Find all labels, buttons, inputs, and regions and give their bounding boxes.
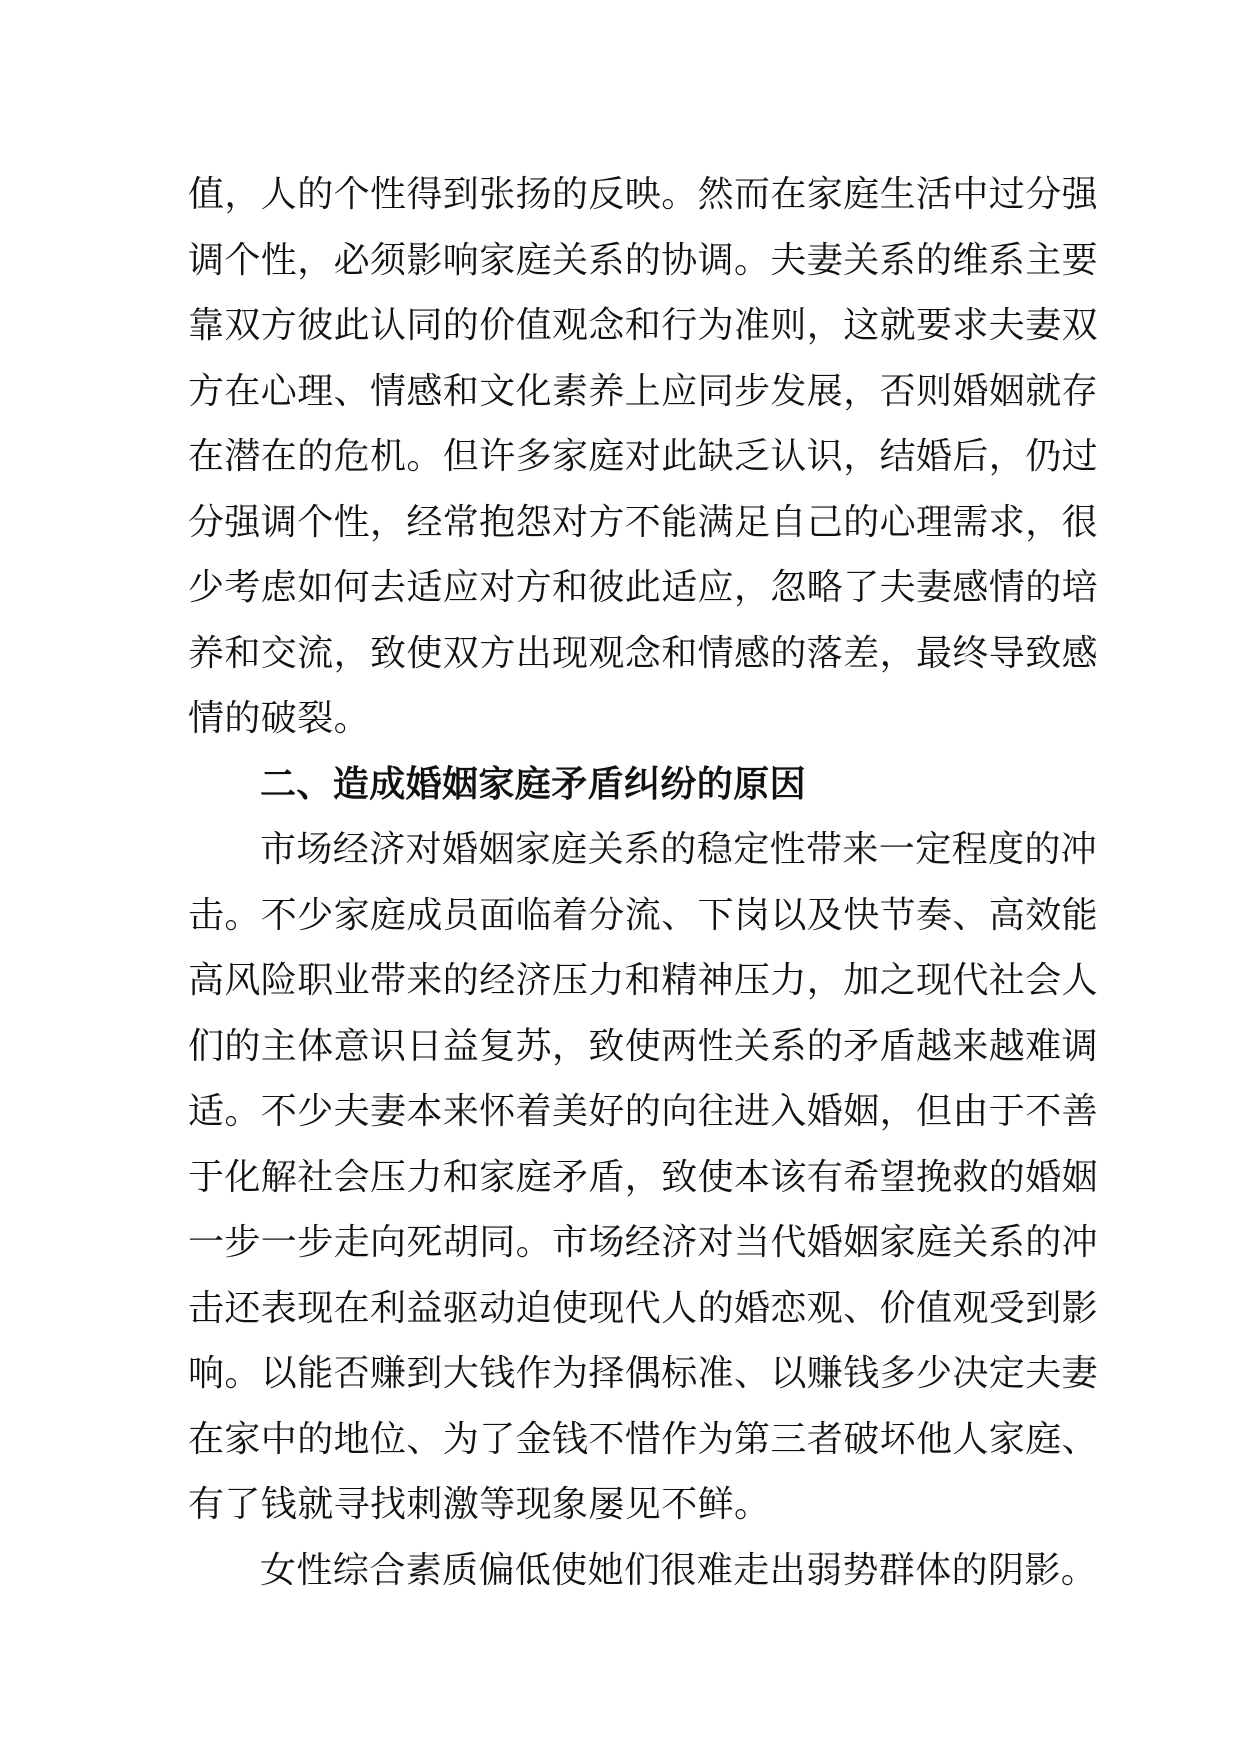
paragraph-line: 调个性，必须影响家庭关系的协调。夫妻关系的维系主要 [188, 239, 1099, 281]
paragraph-line: 少考虑如何去适应对方和彼此适应，忽略了夫妻感情的培 [188, 567, 1099, 608]
paragraph-line: 靠双方彼此认同的价值观念和行为准则，这就要求夫妻双 [188, 305, 1099, 346]
paragraph-line: 一步一步走向死胡同。市场经济对当代婚姻家庭关系的冲 [188, 1222, 1099, 1263]
paragraph-line: 适。不少夫妻本来怀着美好的向往进入婚姻，但由于不善 [188, 1091, 1099, 1132]
section-heading: 二、造成婚姻家庭矛盾纠纷的原因 [260, 763, 807, 805]
paragraph-line: 女性综合素质偏低使她们很难走出弱势群体的阴影。 [260, 1549, 1098, 1591]
paragraph-line: 于化解社会压力和家庭矛盾，致使本该有希望挽救的婚姻 [188, 1156, 1099, 1198]
paragraph-line: 市场经济对婚姻家庭关系的稳定性带来一定程度的冲 [260, 829, 1098, 870]
paragraph-line: 情的破裂。 [188, 698, 371, 739]
document-body [188, 162, 1099, 1603]
paragraph-line: 响。以能否赚到大钱作为择偶标准、以赚钱多少决定夫妻 [188, 1353, 1099, 1394]
paragraph-line: 分强调个性，经常抱怨对方不能满足自己的心理需求，很 [188, 501, 1099, 543]
paragraph-line: 高风险职业带来的经济压力和精神压力，加之现代社会人 [188, 960, 1099, 1001]
paragraph-line: 有了钱就寻找刺激等现象屡见不鲜。 [188, 1484, 771, 1525]
paragraph-line: 在家中的地位、为了金钱不惜作为第三者破坏他人家庭、 [188, 1418, 1099, 1460]
paragraph-line: 方在心理、情感和文化素养上应同步发展，否则婚姻就存 [188, 370, 1099, 412]
paragraph-line: 值，人的个性得到张扬的反映。然而在家庭生活中过分强 [188, 174, 1099, 215]
paragraph-line: 在潜在的危机。但许多家庭对此缺乏认识，结婚后，仍过 [188, 436, 1099, 477]
paragraph-line: 养和交流，致使双方出现观念和情感的落差，最终导致感 [188, 632, 1099, 674]
paragraph-line: 击还表现在利益驱动迫使现代人的婚恋观、价值观受到影 [188, 1287, 1099, 1329]
paragraph-line: 们的主体意识日益复苏，致使两性关系的矛盾越来越难调 [188, 1025, 1099, 1067]
paragraph-line: 击。不少家庭成员面临着分流、下岗以及快节奏、高效能 [188, 894, 1099, 936]
